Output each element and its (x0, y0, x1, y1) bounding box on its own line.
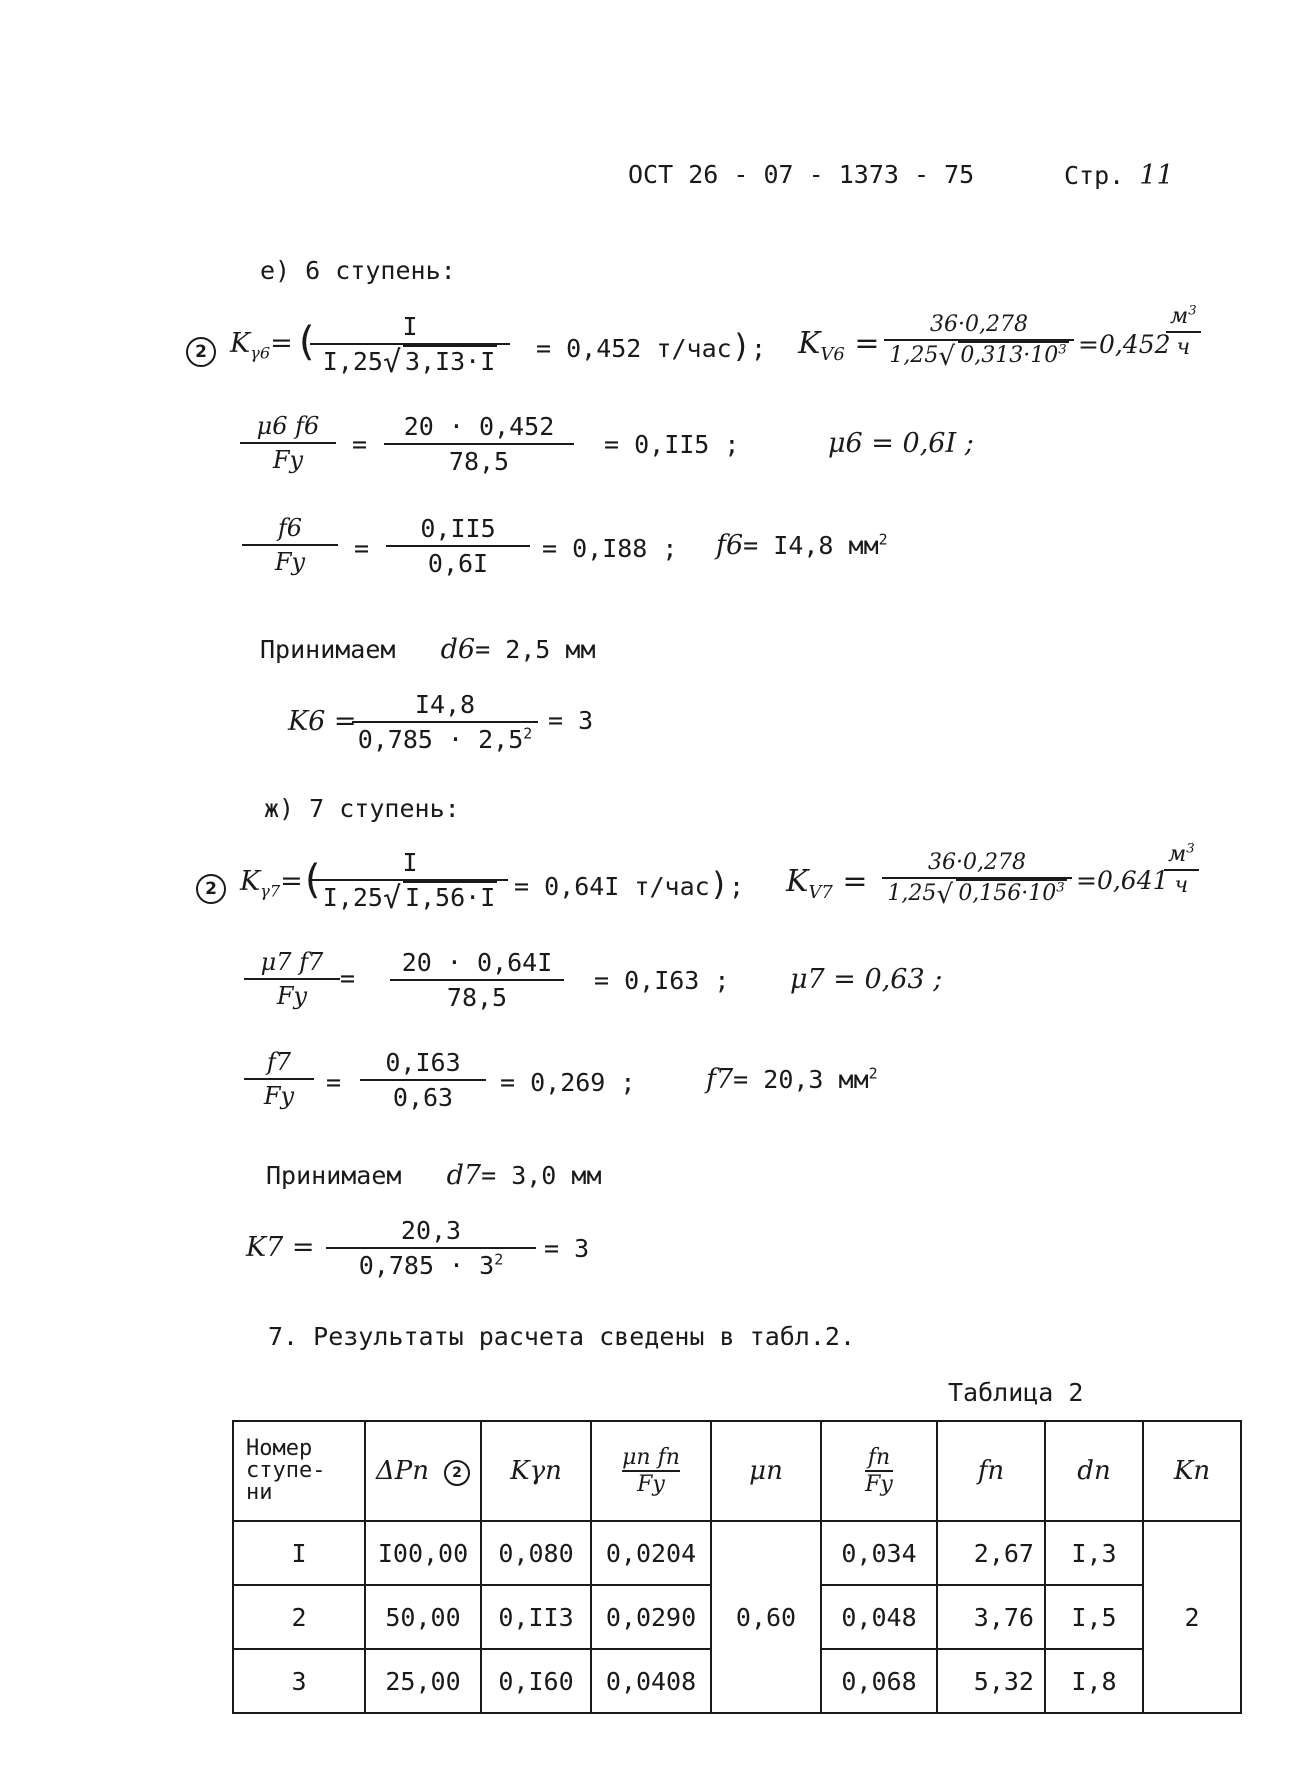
kv-radicand (956, 879, 1066, 906)
header-k (1143, 1421, 1241, 1521)
kk-den (355, 1249, 508, 1280)
stage6-kk-result: = 3 (548, 706, 594, 735)
f-ratio-num: f6 (277, 514, 303, 542)
header-k-gamma-text: Kγn (510, 1456, 562, 1486)
cell-mu-merged: 0,60 (711, 1521, 821, 1713)
equals-sign: = (340, 964, 356, 993)
header-stage-text: Номер ступе-ни (246, 1436, 326, 1505)
header-f (937, 1421, 1045, 1521)
stage6-kv-unit (1166, 304, 1201, 360)
coef: I,25 (322, 883, 383, 912)
kv-sqrt (938, 343, 1068, 368)
stage7-r1-fraction (390, 948, 564, 1012)
cell-dp: 25,00 (365, 1649, 481, 1713)
fraction-denominator (319, 345, 502, 376)
stage6-kv-result: =0,452 (1078, 330, 1171, 359)
accept-d: d6 (440, 634, 476, 665)
cell-f-ratio: 0,048 (821, 1585, 937, 1649)
cell-f-ratio: 0,034 (821, 1521, 937, 1585)
stage6-k-gamma-label: $K_{\gamma 6}=$ (230, 328, 293, 363)
kv-rad-exp: 3 (1058, 342, 1067, 358)
f-label: f6 (716, 530, 744, 561)
cell-mu-f: 0,0290 (591, 1585, 711, 1649)
cell-k-gamma: 0,I60 (481, 1649, 591, 1713)
stage7-title: ж) 7 ступень: (264, 794, 460, 823)
header-mu-text: μn (749, 1456, 783, 1486)
circled-note-mark: 2 (444, 1460, 470, 1486)
unit-num (1166, 304, 1201, 331)
stage6-r1-result: = 0,II5 ; (604, 430, 740, 459)
fraction-numerator: I (402, 312, 418, 341)
f-value: = 20,3 мм (733, 1065, 869, 1094)
unit-num (1164, 842, 1199, 869)
kk-den (354, 723, 537, 754)
cell-stage: 2 (233, 1585, 365, 1649)
accept-value: = 2,5 мм (475, 635, 596, 664)
ratio-num: μ6 f6 (256, 412, 320, 440)
header-k-gamma (481, 1421, 591, 1521)
kv-numerator: 36·0,278 (930, 312, 1028, 337)
stage7-kv-result: =0,641 (1076, 866, 1169, 895)
results-paragraph: 7. Результаты расчета сведены в табл.2. (268, 1322, 855, 1351)
cell-dp: I00,00 (365, 1521, 481, 1585)
r1-num: 20 · 0,452 (403, 412, 555, 441)
stage6-accept (260, 634, 596, 665)
kv-sqrt (936, 881, 1066, 906)
sqrt-sign (383, 883, 497, 912)
header-f-text: fn (977, 1456, 1005, 1486)
cell-f: 2,67 (937, 1521, 1045, 1585)
result-text: = 0,452 т/час (536, 334, 732, 363)
kv-rad-text: 0,313·10 (960, 343, 1059, 368)
cell-k-gamma: 0,II3 (481, 1585, 591, 1649)
ratio-den: Fy (276, 982, 308, 1010)
r1-den: 78,5 (446, 983, 508, 1012)
cell-k-merged: 2 (1143, 1521, 1241, 1713)
accept-value: = 3,0 мм (481, 1161, 602, 1190)
header-dp (365, 1421, 481, 1521)
radicand: 3,I3·I (404, 347, 496, 376)
header-mu-f-den: Fy (637, 1472, 665, 1497)
header-d-text: dn (1077, 1456, 1111, 1486)
circled-note-mark: 2 (186, 337, 216, 367)
page-number: 11 (1139, 160, 1174, 191)
kk-den-exp: 2 (494, 1250, 504, 1269)
r2-den: 0,6I (427, 549, 489, 578)
stage6-f-ratio (242, 514, 338, 576)
stage6-title: е) 6 ступень: (260, 256, 456, 285)
equals-sign: = (352, 430, 368, 459)
unit-exp: 3 (1186, 841, 1195, 857)
accept-word: Принимаем (260, 635, 396, 664)
kv-letter: K (786, 864, 809, 899)
kk-num: I4,8 (414, 690, 476, 719)
cell-k-gamma: 0,080 (481, 1521, 591, 1585)
kk-den-text: 0,785 · 2,5 (357, 725, 524, 754)
sqrt-sign (383, 347, 497, 376)
cell-mu-f: 0,0204 (591, 1521, 711, 1585)
stage7-r2-fraction (360, 1048, 486, 1112)
unit-m: м (1170, 304, 1189, 329)
stage7-accept (266, 1160, 602, 1191)
document-code: ОСТ 26 - 07 - 1373 - 75 (628, 160, 975, 189)
table-header-row (233, 1421, 1241, 1521)
unit-den: ч (1174, 873, 1189, 898)
page-label-text: Стр. (1064, 161, 1125, 190)
equals-sign: = (354, 534, 370, 563)
kk-num: 20,3 (400, 1216, 462, 1245)
header-f-ratio-den: Fy (865, 1472, 893, 1497)
header-dp-text: ΔPn (375, 1456, 429, 1486)
r2-den: 0,63 (392, 1083, 454, 1112)
stage6-kv-label: $K_{V6}$ = (798, 326, 880, 365)
cell-stage: I (233, 1521, 365, 1585)
header-mu-f (591, 1421, 711, 1521)
r2-num: 0,I63 (385, 1048, 461, 1077)
stage7-f-value (706, 1064, 878, 1095)
kv-coef: 1,25 (889, 343, 939, 368)
f-value: = I4,8 мм (743, 531, 879, 560)
cell-f: 3,76 (937, 1585, 1045, 1649)
stage7-kv-label: $K_{V7}$ = (786, 864, 868, 903)
cell-d: I,3 (1045, 1521, 1143, 1585)
ratio-num: μ7 f7 (260, 948, 324, 976)
f-exp: 2 (878, 530, 888, 549)
stage6-kv-fraction (884, 312, 1074, 368)
stage6-mu-value: μ6 = 0,6I ; (828, 428, 974, 459)
stage7-k-gamma-label: $K_{\gamma 7}=$ (240, 866, 303, 901)
header-f-ratio (821, 1421, 937, 1521)
radicand: I,56·I (404, 883, 496, 912)
stage6-k-gamma-result: = 0,452 т/час); (536, 327, 766, 365)
header-mu (711, 1421, 821, 1521)
f-ratio-den: Fy (263, 1082, 295, 1110)
stage7-f-ratio (244, 1048, 314, 1110)
header-f-ratio-fraction (865, 1445, 893, 1497)
kv-radicand (958, 341, 1068, 368)
stage7-r1-result: = 0,I63 ; (594, 966, 730, 995)
stage7-mu-value: μ7 = 0,63 ; (790, 964, 943, 995)
page-label (1064, 160, 1174, 191)
f-exp: 2 (868, 1064, 878, 1083)
stage6-r2-fraction (386, 514, 530, 578)
equals-sign: = (326, 1068, 342, 1097)
table-caption: Таблица 2 (948, 1378, 1084, 1407)
kv-subscript: V6 (820, 344, 845, 365)
stage7-k-gamma-fraction (312, 848, 508, 912)
header-mu-f-num: μn fn (622, 1445, 680, 1470)
open-paren: ( (294, 319, 319, 365)
kv-rad-text: 0,156·10 (958, 881, 1057, 906)
header-d (1045, 1421, 1143, 1521)
cell-f-ratio: 0,068 (821, 1649, 937, 1713)
circled-note-mark: 2 (196, 874, 226, 904)
result-text: = 0,64I т/час (514, 872, 710, 901)
stage6-kk-label: K6 = (288, 706, 357, 737)
r1-num: 20 · 0,64I (401, 948, 553, 977)
fraction-denominator (319, 881, 502, 912)
r1-den: 78,5 (448, 447, 510, 476)
cell-d: I,8 (1045, 1649, 1143, 1713)
stage7-kk-fraction (326, 1216, 536, 1280)
k-subscript: γ7 (260, 881, 281, 901)
kv-subscript: V7 (808, 882, 833, 903)
stage6-f-value (716, 530, 888, 561)
accept-d: d7 (446, 1160, 482, 1191)
f-ratio-den: Fy (274, 548, 306, 576)
kv-coef: 1,25 (887, 881, 937, 906)
stage6-k-gamma-fraction (310, 312, 510, 376)
coef: I,25 (322, 347, 383, 376)
stage7-kk-result: = 3 (544, 1234, 590, 1263)
header-k-text: Kn (1173, 1456, 1211, 1486)
cell-mu-f: 0,0408 (591, 1649, 711, 1713)
kk-den-exp: 2 (523, 724, 533, 743)
stage6-kk-fraction (352, 690, 538, 754)
results-table (232, 1420, 1242, 1714)
unit-den: ч (1176, 335, 1191, 360)
stage7-k-gamma-result: = 0,64I т/час); (514, 865, 744, 903)
open-paren: ( (300, 857, 325, 903)
stage6-r1-fraction (384, 412, 574, 476)
cell-stage: 3 (233, 1649, 365, 1713)
header-stage (233, 1421, 365, 1521)
fraction-numerator: I (402, 848, 418, 877)
stage6-mu-f-ratio (240, 412, 336, 474)
cell-d: I,5 (1045, 1585, 1143, 1649)
stage7-mu-f-ratio (244, 948, 340, 1010)
kv-denominator (883, 879, 1070, 906)
kv-letter: K (798, 326, 821, 361)
r2-num: 0,II5 (420, 514, 496, 543)
stage7-kv-fraction (882, 850, 1072, 906)
stage7-r2-result: = 0,269 ; (500, 1068, 636, 1097)
f-ratio-num: f7 (266, 1048, 292, 1076)
kk-den-text: 0,785 · 3 (358, 1251, 495, 1280)
kv-numerator: 36·0,278 (928, 850, 1026, 875)
stage7-kv-unit (1164, 842, 1199, 898)
k-letter: K (240, 866, 261, 897)
k-subscript: γ6 (250, 343, 271, 363)
accept-word: Принимаем (266, 1161, 402, 1190)
kv-rad-exp: 3 (1056, 880, 1065, 896)
k-letter: K (230, 328, 251, 359)
table-row (233, 1521, 1241, 1585)
header-mu-f-fraction (622, 1445, 680, 1497)
kv-denominator (885, 341, 1072, 368)
stage6-r2-result: = 0,I88 ; (542, 534, 678, 563)
cell-dp: 50,00 (365, 1585, 481, 1649)
f-label: f7 (706, 1064, 734, 1095)
stage7-kk-label: K7 = (246, 1232, 315, 1263)
unit-m: м (1168, 842, 1187, 867)
header-f-ratio-num: fn (867, 1445, 891, 1470)
cell-f: 5,32 (937, 1649, 1045, 1713)
ratio-den: Fy (272, 446, 304, 474)
unit-exp: 3 (1188, 303, 1197, 319)
